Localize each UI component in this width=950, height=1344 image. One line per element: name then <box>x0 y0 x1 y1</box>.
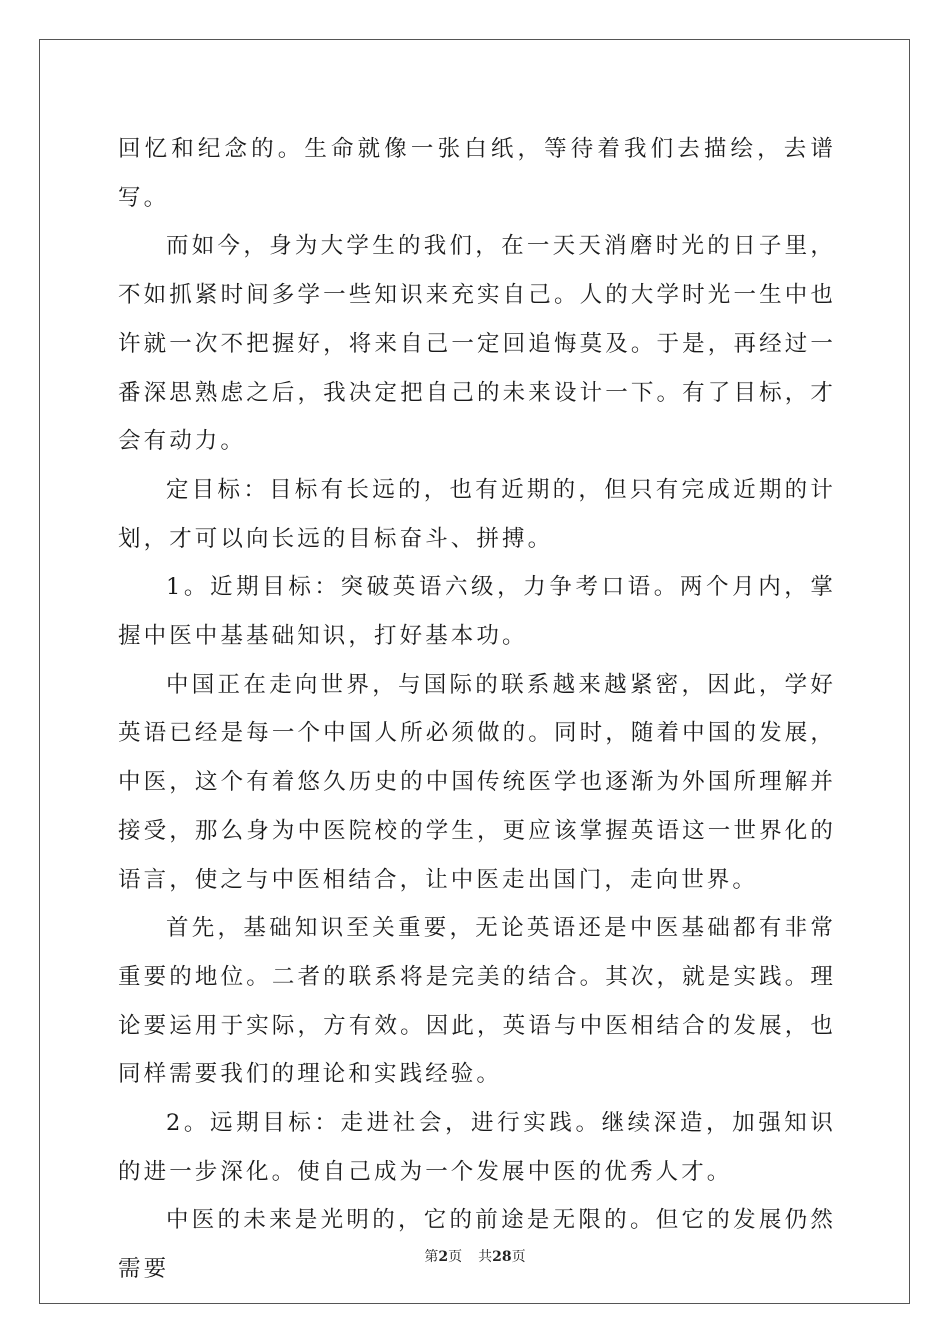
total-pages: 28 <box>492 1249 512 1265</box>
paragraph-5: 中国正在走向世界，与国际的联系越来越紧密，因此，学好英语已经是每一个中国人所必须做的。同时，随着中国的发展，中医，这个有着悠久历史的中国传统医学也逐渐为外国所理解并接受，那么身为中医院校的学生，更应该掌握英语这一世界化的语言，使之与中医相结合，让中医走出国门，走向世界。 <box>118 671 836 893</box>
page-footer <box>0 1248 950 1266</box>
page-suffix: 页 <box>448 1249 463 1265</box>
paragraph-6: 首先，基础知识至关重要，无论英语还是中医基础都有非常重要的地位。二者的联系将是完美的结合。其次，就是实践。理论要运用于实际，方有效。因此，英语与中医相结合的发展，也同样需要我们的理论和实践经验。 <box>118 915 836 1088</box>
paragraph-2: 而如今，身为大学生的我们，在一天天消磨时光的日子里，不如抓紧时间多学一些知识来充实自己。人的大学时光一生中也许就一次不把握好，将来自己一定回追悔莫及。于是，再经过一番深思熟虑之后，我决定把自己的未来设计一下。有了目标，才会有动力。 <box>118 233 836 455</box>
paragraph-7: 2。远期目标：走进社会，进行实践。继续深造，加强知识的进一步深化。使自己成为一个发展中医的优秀人才。 <box>118 1110 836 1185</box>
paragraph-8: 中医的未来是光明的，它的前途是无限的。但它的发展仍然需要 <box>118 1207 836 1283</box>
page-number: 2 <box>438 1249 449 1265</box>
paragraph-1: 回忆和纪念的。生命就像一张白纸，等待着我们去描绘，去谱写。 <box>118 136 836 211</box>
total-prefix: 共 <box>478 1249 493 1265</box>
paragraph-4: 1。近期目标：突破英语六级，力争考口语。两个月内，掌握中医中基基础知识，打好基本功。 <box>118 574 836 650</box>
total-suffix: 页 <box>511 1249 526 1265</box>
paragraph-3: 定目标：目标有长远的，也有近期的，但只有完成近期的计划，才可以向长远的目标奋斗、拼搏。 <box>118 476 836 552</box>
page-prefix: 第 <box>424 1249 439 1265</box>
document-body <box>118 125 836 1294</box>
